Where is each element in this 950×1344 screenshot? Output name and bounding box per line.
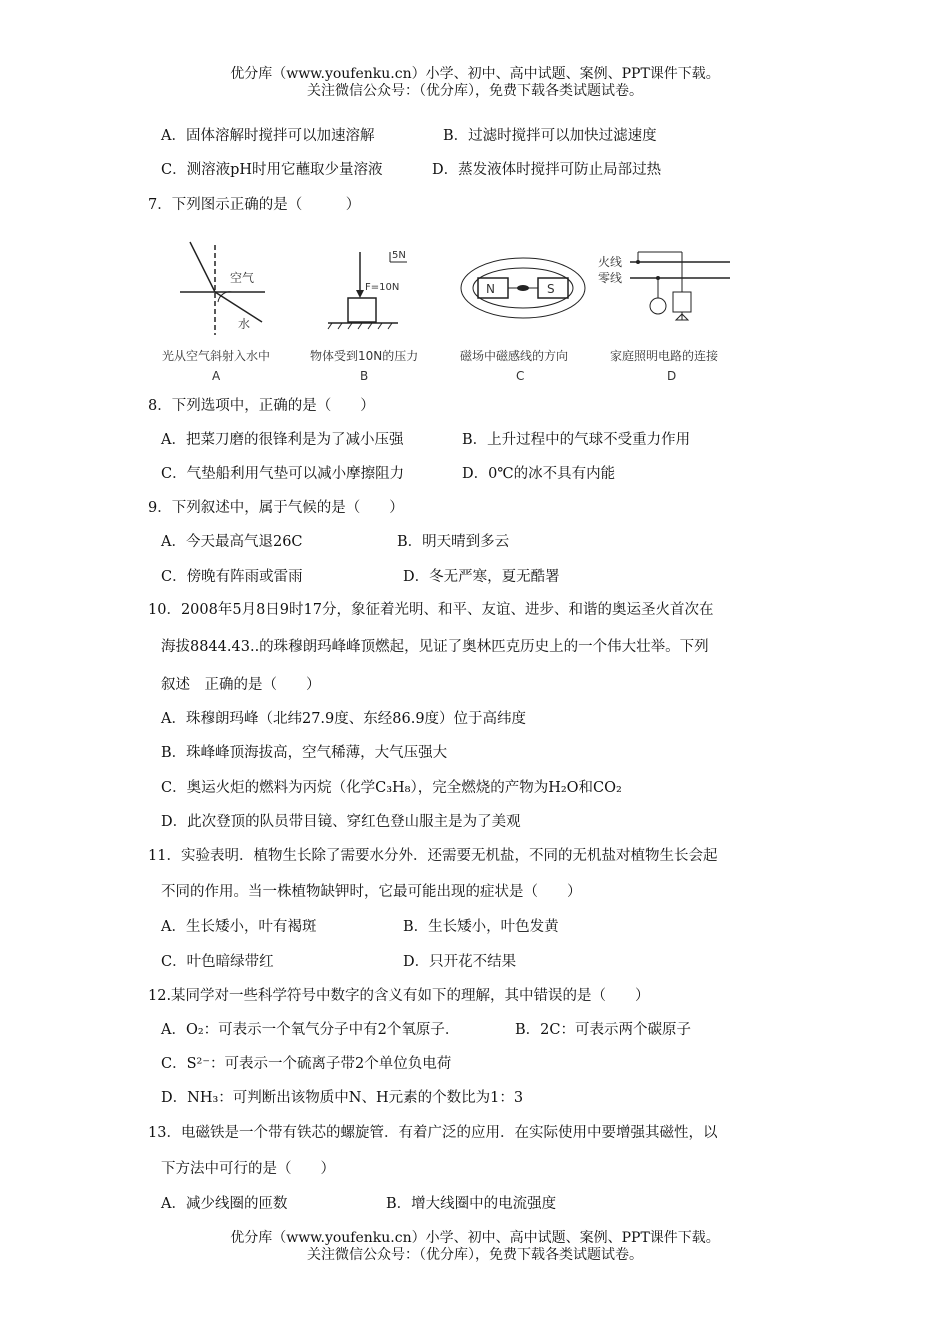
q11-stem-line-1: 11．实验表明．植物生长除了需要水分外．还需要无机盐，不同的无机盐对植物生长会起	[148, 848, 718, 864]
fig-b-force-label: F=10N	[365, 282, 400, 293]
figure-b-pressure	[310, 250, 418, 383]
q9-option-c: C．傍晚有阵雨或雷雨	[161, 569, 303, 585]
fig-b-caption: 物体受到10N的压力	[310, 349, 419, 363]
fig-c-caption: 磁场中磁感线的方向	[460, 349, 569, 363]
q10-option-a: A．珠穆朗玛峰（北纬27.9度、东经86.9度）位于高纬度	[161, 711, 527, 727]
q9-option-a: A．今天最高气退26C	[161, 534, 303, 550]
q10-stem-line-3: 叙述 正确的是（ ）	[161, 677, 321, 693]
q8-option-d: D．0℃的冰不具有内能	[462, 466, 616, 482]
page-header	[0, 66, 950, 100]
q7-stem: 7．下列图示正确的是（ ）	[148, 197, 361, 213]
figure-a-refraction	[162, 242, 270, 383]
q11-option-d: D．只开花不结果	[403, 954, 517, 970]
q13-stem-line-2: 下方法中可行的是（ ）	[161, 1161, 335, 1177]
figure-c-magnet	[460, 258, 585, 383]
q11-option-c: C．叶色暗绿带红	[161, 954, 274, 970]
fig-d-caption: 家庭照明电路的连接	[610, 349, 719, 363]
header-line-2: 关注微信公众号：（优分库），免费下载各类试题试卷。	[307, 83, 643, 99]
fig-d-live-label: 火线	[598, 255, 623, 269]
q8-option-b: B．上升过程中的气球不受重力作用	[462, 432, 691, 448]
q10-stem-line-2: 海拔8844.43..的珠穆朗玛峰峰顶燃起，见证了奥林匹克历史上的一个伟大壮举。下列	[161, 639, 709, 655]
q8-option-c: C．气垫船利用气垫可以减小摩擦阻力	[161, 466, 405, 482]
fig-a-water-label: 水	[238, 317, 251, 331]
q10-option-d: D．此次登顶的队员带目镜、穿红色登山服主是为了美观	[161, 814, 521, 830]
q12-option-d: D．NH₃：可判断出该物质中N、H元素的个数比为1：3	[161, 1090, 524, 1106]
q9-option-b: B．明天晴到多云	[397, 534, 510, 550]
q9-stem: 9．下列叙述中，属于气候的是（ ）	[148, 500, 404, 516]
q8-stem: 8．下列选项中，正确的是（ ）	[148, 398, 375, 414]
q6-option-b: B．过滤时搅拌可以加快过滤速度	[443, 128, 657, 144]
q12-option-a: A．O₂：可表示一个氧气分子中有2个氧原子．	[161, 1022, 460, 1038]
q12-option-c: C．S²⁻：可表示一个硫离子带2个单位负电荷	[161, 1056, 452, 1072]
q11-stem-line-2: 不同的作用。当一株植物缺钾时，它最可能出现的症状是（ ）	[161, 884, 582, 900]
q13-stem-line-1: 13．电磁铁是一个带有铁芯的螺旋管．有着广泛的应用．在实际使用中要增强其磁性，以	[148, 1125, 718, 1141]
q13-option-b: B．增大线圈中的电流强度	[386, 1196, 557, 1212]
q9-option-d: D．冬无严寒，夏无酷署	[403, 569, 560, 585]
fig-c-north-label: N	[486, 282, 495, 296]
q13-option-a: A．减少线圈的匝数	[161, 1196, 288, 1212]
q6-option-d: D．蒸发液体时搅拌可防止局部过热	[432, 162, 662, 178]
header-line-1: 优分库（www.youfenku.cn）小学、初中、高中试题、案例、PPT课件下载。	[230, 66, 720, 82]
q7-figures	[160, 240, 760, 390]
q10-stem-line-1: 10．2008年5月8日9时17分，象征着光明、和平、友谊、进步、和谐的奥运圣火首次在	[148, 602, 714, 618]
q10-option-b: B．珠峰峰顶海拔高，空气稀薄，大气压强大	[161, 745, 448, 761]
fig-b-letter: B	[360, 369, 369, 383]
q6-option-c: C．测溶液pH时用它蘸取少量溶液	[161, 162, 383, 178]
footer-line-1: 优分库（www.youfenku.cn）小学、初中、高中试题、案例、PPT课件下载。	[230, 1230, 720, 1246]
q11-option-a: A．生长矮小，叶有褐斑	[161, 919, 317, 935]
q6-option-a: A．固体溶解时搅拌可以加速溶解	[161, 128, 375, 144]
fig-d-neutral-label: 零线	[598, 271, 623, 285]
q10-option-c: C．奥运火炬的燃料为丙烷（化学C₃H₈），完全燃烧的产物为H₂O和CO₂	[161, 780, 622, 796]
q12-stem: 12.某同学对一些科学符号中数字的含义有如下的理解，其中错误的是（ ）	[148, 988, 650, 1004]
fig-a-letter: A	[212, 369, 221, 383]
fig-a-air-label: 空气	[230, 271, 255, 285]
fig-c-south-label: S	[547, 282, 555, 296]
page-footer	[0, 1230, 950, 1264]
fig-a-caption: 光从空气斜射入水中	[162, 349, 271, 363]
fig-d-letter: D	[667, 369, 677, 383]
footer-line-2: 关注微信公众号：（优分库），免费下载各类试题试卷。	[307, 1247, 643, 1263]
fig-b-scale-label: 5N	[392, 250, 406, 261]
q12-option-b: B．2C：可表示两个碳原子	[515, 1022, 691, 1038]
figure-d-circuit	[598, 252, 730, 383]
q8-option-a: A．把菜刀磨的很锋利是为了减小压强	[161, 432, 404, 448]
q11-option-b: B．生长矮小，叶色发黄	[403, 919, 559, 935]
fig-c-letter: C	[516, 369, 525, 383]
